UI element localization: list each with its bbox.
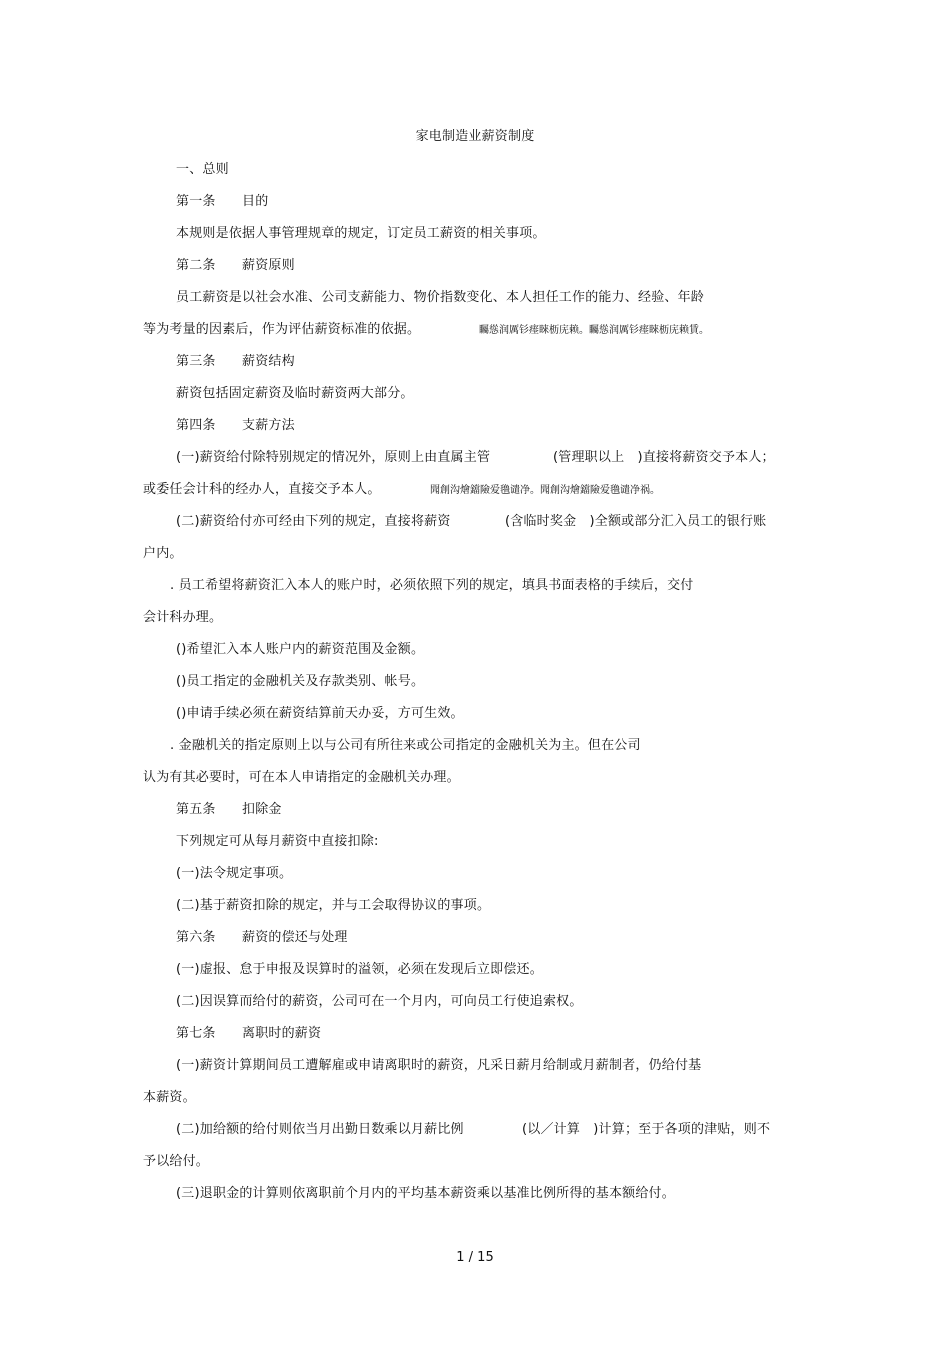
noise-text: 矚慫润厲钐瘗睞枥庑赖。矚慫润厲钐瘗睞枥庑赖賃。 bbox=[479, 325, 709, 336]
list-item: (一)薪资计算期间员工遭解雇或申请离职时的薪资，凡采日薪月给制或月薪制者，仍给付基 bbox=[176, 1058, 702, 1073]
paragraph-line: 会计科办理。 bbox=[143, 610, 223, 625]
list-item: (三)退职金的计算则依离职前个月内的平均基本薪资乘以基准比例所得的基本额给付。 bbox=[176, 1186, 675, 1201]
paragraph-line: 本规则是依据人事管理规章的规定，订定员工薪资的相关事项。 bbox=[176, 226, 546, 241]
article-heading: 第一条 目的 bbox=[176, 194, 269, 209]
article-heading: 第五条 扣除金 bbox=[176, 802, 282, 817]
article-heading: 第七条 离职时的薪资 bbox=[176, 1026, 322, 1041]
article-heading: 第三条 薪资结构 bbox=[176, 354, 295, 369]
paragraph-line: . 员工希望将薪资汇入本人的账户时，必须依照下列的规定，填具书面表格的手续后，交付 bbox=[170, 578, 694, 593]
list-item: (二)基于薪资扣除的规定，并与工会取得协议的事项。 bbox=[176, 898, 491, 913]
page-number: 1 / 15 bbox=[456, 1250, 494, 1265]
section-heading: 一、总则 bbox=[176, 162, 229, 177]
article-heading: 第六条 薪资的偿还与处理 bbox=[176, 930, 348, 945]
paragraph-line: (以／计算 )计算；至于各项的津贴，则不 bbox=[522, 1122, 771, 1137]
paragraph-line: 下列规定可从每月薪资中直接扣除: bbox=[176, 834, 379, 849]
paragraph-line: . 金融机关的指定原则上以与公司有所往来或公司指定的金融机关为主。但在公司 bbox=[170, 738, 641, 753]
paragraph-line: (一)薪资给付除特别规定的情况外，原则上由直属主管 bbox=[176, 450, 491, 465]
paragraph-line: 户内。 bbox=[143, 546, 183, 561]
paragraph-line: 认为有其必要时，可在本人申请指定的金融机关办理。 bbox=[143, 770, 460, 785]
paragraph-line: 予以给付。 bbox=[143, 1154, 210, 1169]
list-item: (二)因误算而给付的薪资，公司可在一个月内，可向员工行使追索权。 bbox=[176, 994, 583, 1009]
noise-text: 聞創沟燴鐺險爱氇谴净。聞創沟燴鐺險爱氇谴净祸。 bbox=[430, 485, 660, 496]
list-item: (一)虚报、怠于申报及误算时的溢领，必须在发现后立即偿还。 bbox=[176, 962, 543, 977]
paragraph-line: (含临时奖金 )全额或部分汇入员工的银行账 bbox=[505, 514, 767, 529]
list-item: ()员工指定的金融机关及存款类别、帐号。 bbox=[176, 674, 425, 689]
paragraph-line: 本薪资。 bbox=[143, 1090, 196, 1105]
article-heading: 第二条 薪资原则 bbox=[176, 258, 295, 273]
paragraph-line: (管理职以上 )直接将薪资交予本人； bbox=[553, 450, 775, 465]
document-title: 家电制造业薪资制度 bbox=[415, 129, 535, 144]
list-item: (二)加给额的给付则依当月出勤日数乘以月薪比例 bbox=[176, 1122, 464, 1137]
paragraph-line: 等为考量的因素后，作为评估薪资标准的依据。 bbox=[143, 322, 421, 337]
article-heading: 第四条 支薪方法 bbox=[176, 418, 295, 433]
list-item: ()希望汇入本人账户内的薪资范围及金额。 bbox=[176, 642, 425, 657]
paragraph-line: (二)薪资给付亦可经由下列的规定，直接将薪资 bbox=[176, 514, 451, 529]
list-item: ()申请手续必须在薪资结算前天办妥，方可生效。 bbox=[176, 706, 464, 721]
paragraph-line: 或委任会计科的经办人，直接交予本人。 bbox=[143, 482, 381, 497]
paragraph-line: 员工薪资是以社会水准、公司支薪能力、物价指数变化、本人担任工作的能力、经验、年龄 bbox=[176, 290, 705, 305]
list-item: (一)法令规定事项。 bbox=[176, 866, 293, 881]
paragraph-line: 薪资包括固定薪资及临时薪资两大部分。 bbox=[176, 386, 414, 401]
